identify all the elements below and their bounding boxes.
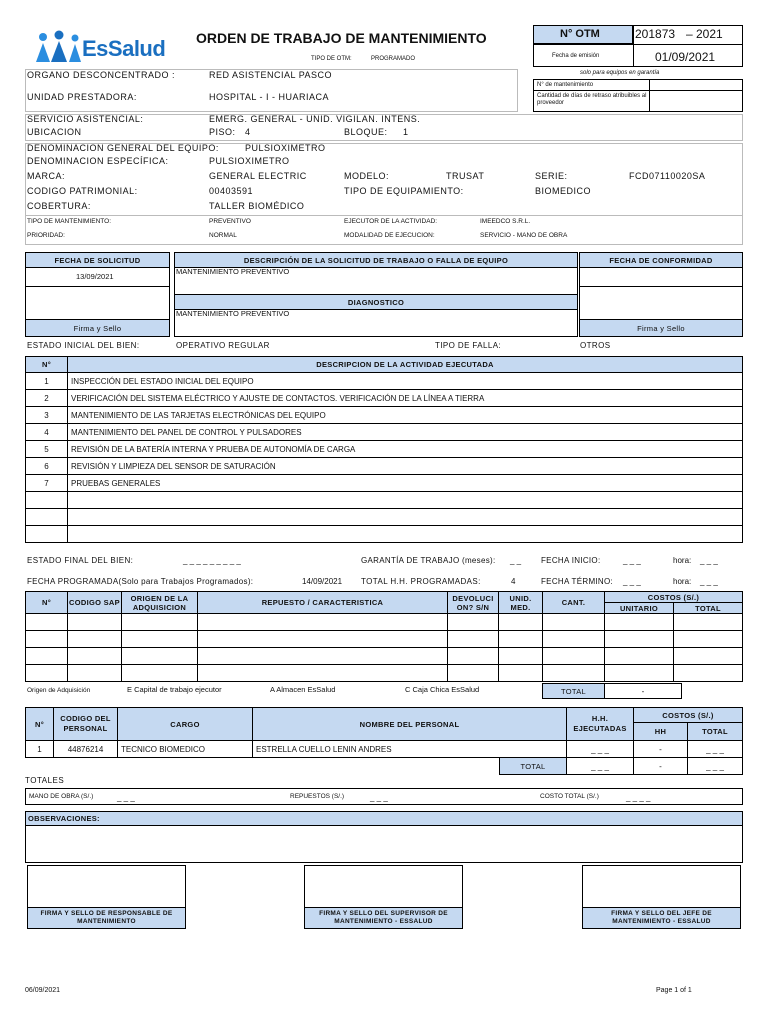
tipo-falla-value: OTROS [580, 341, 611, 350]
servicio-label: SERVICIO ASISTENCIAL: [27, 114, 144, 124]
actividad-num: 2 [25, 389, 68, 407]
otm-label: N° OTM [560, 28, 600, 40]
observaciones-label: OBSERVACIONES: [28, 814, 100, 823]
tipo-mant-label: TIPO DE MANTENIMIENTO: [27, 218, 112, 225]
unidad-value: HOSPITAL - I - HUARIACA [209, 92, 330, 102]
actividad-num [25, 508, 68, 526]
footer-page: Page 1 of 1 [656, 987, 692, 994]
codigo-value: 00403591 [209, 186, 254, 196]
logo-text: EsSalud [82, 36, 166, 61]
people-logo-icon [34, 30, 84, 64]
per-row-cargo: TECNICO BIOMEDICO [117, 740, 253, 758]
garantia-value: _ _ [510, 556, 522, 565]
tipo-equipamiento-label: TIPO DE EQUIPAMIENTO: [344, 186, 464, 196]
actividad-num: 1 [25, 372, 68, 390]
den-especifica-value: PULSIOXIMETRO [209, 156, 290, 166]
organo-label: ORGANO DESCONCENTRADO : [27, 70, 176, 80]
footer-date: 06/09/2021 [25, 987, 61, 994]
firma-3-label: FIRMA Y SELLO DEL JEFE DE MANTENIMIENTO - ESSALUD [582, 907, 741, 929]
repuesto-cell [67, 613, 122, 631]
dias-retraso-label: Cantidad de días de retraso atribuibles al proveedor [537, 93, 647, 106]
actividad-desc: VERIFICACIÓN DEL SISTEMA ELÉCTRICO Y AJUSTE DE CONTACTOS. VERIFICACIÓN DE LA LÍNEA A TIERRA [67, 389, 743, 407]
repuesto-cell [25, 664, 68, 682]
rep-cant-header: CANT. [542, 591, 605, 614]
fecha-programada-value: 14/09/2021 [302, 577, 343, 586]
fecha-emision-value: 01/09/2021 [655, 50, 716, 64]
actividad-desc [67, 491, 743, 509]
firma-left-space [25, 286, 170, 320]
repuesto-cell [673, 613, 743, 631]
repuesto-cell [67, 647, 122, 665]
total-hh-label: TOTAL H.H. PROGRAMADAS: [361, 577, 481, 586]
rep-total-value: - [604, 683, 682, 699]
per-cargo-header: CARGO [117, 707, 253, 741]
repuesto-cell [121, 647, 198, 665]
tipo-otm-value: PROGRAMADO [371, 56, 416, 62]
origen-e: E Capital de trabajo ejecutor [127, 685, 222, 694]
modelo-value: TRUSAT [446, 171, 485, 181]
garantia-note: solo para equipos en garantía [580, 70, 660, 76]
costo-total-value: _ _ _ _ [626, 793, 651, 802]
actividad-desc-header: DESCRIPCION DE LA ACTIVIDAD EJECUTADA [67, 356, 743, 373]
repuesto-cell [673, 630, 743, 648]
costo-total-label: COSTO TOTAL (S/.) [540, 793, 599, 800]
per-hhcost-header: HH [633, 722, 688, 741]
per-row-hhcost: - [633, 740, 688, 758]
rep-unid-header: UNID. MED. [498, 591, 543, 614]
per-total-hhcost: - [633, 757, 688, 775]
repuestos-total-label: REPUESTOS (S/.) [290, 793, 345, 800]
actividad-desc: REVISIÓN Y LIMPIEZA DEL SENSOR DE SATURACIÓN [67, 457, 743, 475]
tipo-otm-label: TIPO DE OTM: [311, 56, 352, 62]
observaciones-header [25, 811, 743, 826]
bloque-value: 1 [403, 127, 409, 137]
repuesto-cell [604, 647, 674, 665]
fecha-termino-label: FECHA TÉRMINO: [541, 577, 614, 586]
servicio-value: EMERG. GENERAL - UNID. VIGILAN. INTENS. [209, 114, 421, 124]
descripcion-value: MANTENIMIENTO PREVENTIVO [176, 267, 290, 276]
per-total-hh: _ _ _ [566, 757, 634, 775]
firma-2-label: FIRMA Y SELLO DEL SUPERVISOR DE MANTENIMIENTO - ESSALUD [304, 907, 463, 929]
actividad-desc: PRUEBAS GENERALES [67, 474, 743, 492]
rep-devolucion-header: DEVOLUCI ON? S/N [447, 591, 499, 614]
fecha-termino-value: _ _ _ [623, 577, 641, 586]
repuesto-cell [25, 630, 68, 648]
otm-number: 201873 [635, 27, 676, 41]
firma-right-label: Firma y Sello [579, 319, 743, 337]
per-row-nombre: ESTRELLA CUELLO LENIN ANDRES [252, 740, 567, 758]
repuesto-cell [25, 647, 68, 665]
actividad-desc: MANTENIMIENTO DE LAS TARJETAS ELECTRÓNICAS DEL EQUIPO [67, 406, 743, 424]
repuestos-total-value: _ _ _ [370, 793, 388, 802]
repuesto-cell [604, 630, 674, 648]
garantia-label: GARANTÍA DE TRABAJO (meses): [361, 556, 496, 565]
rep-costos-header: COSTOS (S/.) [604, 591, 743, 603]
modelo-label: MODELO: [344, 171, 390, 181]
per-row-hh: _ _ _ [566, 740, 634, 758]
cobertura-value: TALLER BIOMÉDICO [209, 201, 305, 211]
otm-year: – 2021 [686, 27, 723, 41]
repuesto-cell [121, 664, 198, 682]
rep-num-header: N° [25, 591, 68, 614]
den-general-label: DENOMINACION GENERAL DEL EQUIPO: [27, 143, 219, 153]
rep-total-label: TOTAL [542, 683, 605, 699]
tipo-mant-value: PREVENTIVO [209, 218, 251, 225]
per-row-total: _ _ _ [687, 740, 743, 758]
repuesto-cell [447, 613, 499, 631]
repuesto-cell [67, 664, 122, 682]
den-especifica-label: DENOMINACION ESPECÍFICA: [27, 156, 169, 166]
rep-codigo-header: CODIGO SAP [67, 591, 122, 614]
essalud-logo [34, 30, 174, 66]
repuesto-cell [498, 630, 543, 648]
origen-label: Origen de Adquisición [27, 687, 91, 694]
repuesto-cell [447, 664, 499, 682]
fecha-inicio-label: FECHA INICIO: [541, 556, 601, 565]
actividad-num: 6 [25, 457, 68, 475]
repuesto-cell [197, 647, 448, 665]
repuesto-cell [447, 630, 499, 648]
per-costos-header: COSTOS (S/.) [633, 707, 743, 723]
repuesto-cell [121, 630, 198, 648]
modalidad-value: SERVICIO - MANO DE OBRA [480, 232, 568, 239]
repuesto-cell [498, 647, 543, 665]
repuesto-cell [542, 647, 605, 665]
observaciones-area [25, 825, 743, 863]
diagnostico-value: MANTENIMIENTO PREVENTIVO [176, 309, 290, 318]
repuesto-cell [25, 613, 68, 631]
rep-repuesto-header: REPUESTO / CARACTERISTICA [197, 591, 448, 614]
codigo-label: CODIGO PATRIMONIAL: [27, 186, 138, 196]
actividad-num [25, 491, 68, 509]
repuesto-cell [67, 630, 122, 648]
fecha-conformidad-cell [579, 267, 743, 287]
repuesto-cell [498, 613, 543, 631]
fecha-emision-label: Fecha de emisión [552, 53, 600, 59]
actividad-desc: INSPECCIÓN DEL ESTADO INICIAL DEL EQUIPO [67, 372, 743, 390]
unidad-label: UNIDAD PRESTADORA: [27, 92, 137, 102]
per-total-total: _ _ _ [687, 757, 743, 775]
per-nombre-header: NOMBRE DEL PERSONAL [252, 707, 567, 741]
ejecutor-label: EJECUTOR DE LA ACTIVIDAD: [344, 218, 438, 225]
mano-obra-value: _ _ _ [117, 793, 135, 802]
rep-unitario-header: UNITARIO [604, 602, 674, 614]
per-total-header: TOTAL [687, 722, 743, 741]
modalidad-label: MODALIDAD DE EJECUCION: [344, 232, 435, 239]
den-general-value: PULSIOXIMETRO [245, 143, 326, 153]
actividad-num: 3 [25, 406, 68, 424]
firma-3-space [582, 865, 741, 908]
repuesto-cell [604, 664, 674, 682]
repuesto-cell [197, 613, 448, 631]
rep-total-header: TOTAL [673, 602, 743, 614]
estado-inicial-label: ESTADO INICIAL DEL BIEN: [27, 341, 140, 350]
total-hh-value: 4 [511, 577, 516, 586]
firma-2-space [304, 865, 463, 908]
repuesto-cell [673, 664, 743, 682]
hora-label-2: hora: [673, 577, 692, 586]
repuesto-cell [604, 613, 674, 631]
actividad-desc [67, 525, 743, 543]
piso-label: PISO: [209, 127, 236, 137]
firma-right-space [579, 286, 743, 320]
fecha-solicitud-value: 13/09/2021 [76, 272, 114, 281]
firma-1-label: FIRMA Y SELLO DE RESPONSABLE DE MANTENIMIENTO [27, 907, 186, 929]
marca-value: GENERAL ELECTRIC [209, 171, 307, 181]
per-hh-header: H.H. EJECUTADAS [566, 707, 634, 741]
repuesto-cell [673, 647, 743, 665]
repuesto-cell [542, 613, 605, 631]
actividad-desc [67, 508, 743, 526]
prioridad-label: PRIORIDAD: [27, 232, 65, 239]
actividad-num-header: N° [25, 356, 68, 373]
per-codigo-header: CODIGO DEL PERSONAL [53, 707, 118, 741]
prioridad-value: NORMAL [209, 232, 237, 239]
origen-c: C Caja Chica EsSalud [405, 685, 480, 694]
tipo-equipamiento-value: BIOMEDICO [535, 186, 592, 196]
hora-value-1: _ _ _ [700, 556, 718, 565]
repuesto-cell [447, 647, 499, 665]
origen-a: A Almacen EsSalud [270, 685, 336, 694]
repuesto-cell [542, 630, 605, 648]
bloque-label: BLOQUE: [344, 127, 388, 137]
rep-origen-header: ORIGEN DE LA ADQUISICION [121, 591, 198, 614]
repuesto-cell [197, 664, 448, 682]
actividad-num: 4 [25, 423, 68, 441]
repuesto-cell [542, 664, 605, 682]
fecha-inicio-value: _ _ _ [623, 556, 641, 565]
firma-left-label: Firma y Sello [25, 319, 170, 337]
hora-value-2: _ _ _ [700, 577, 718, 586]
actividad-num: 5 [25, 440, 68, 458]
organo-value: RED ASISTENCIAL PASCO [209, 70, 333, 80]
tipo-falla-label: TIPO DE FALLA: [435, 341, 502, 350]
fecha-solicitud-header: FECHA DE SOLICITUD [25, 252, 170, 268]
per-num-header: N° [25, 707, 54, 741]
ejecutor-value: IMEEDCO S.R.L. [480, 218, 531, 225]
repuesto-cell [197, 630, 448, 648]
per-row-n: 1 [25, 740, 54, 758]
diagnostico-header: DIAGNOSTICO [174, 294, 578, 310]
estado-final-value: _ _ _ _ _ _ _ _ _ [183, 556, 241, 565]
repuesto-cell [121, 613, 198, 631]
ubicacion-label: UBICACION [27, 127, 82, 137]
n-mantenimiento-label: N° de mantenimiento [537, 82, 594, 88]
actividad-desc: REVISIÓN DE LA BATERÍA INTERNA Y PRUEBA DE AUTONOMÍA DE CARGA [67, 440, 743, 458]
per-row-codigo: 44876214 [53, 740, 118, 758]
repuesto-cell [498, 664, 543, 682]
mano-obra-label: MANO DE OBRA (S/.) [29, 793, 94, 800]
cobertura-label: COBERTURA: [27, 201, 91, 211]
piso-value: 4 [245, 127, 251, 137]
marca-label: MARCA: [27, 171, 66, 181]
firma-1-space [27, 865, 186, 908]
estado-final-label: ESTADO FINAL DEL BIEN: [27, 556, 134, 565]
fecha-conformidad-header: FECHA DE CONFORMIDAD [579, 252, 743, 268]
descripcion-header: DESCRIPCIÓN DE LA SOLICITUD DE TRABAJO O FALLA DE EQUIPO [174, 252, 578, 268]
estado-inicial-value: OPERATIVO REGULAR [176, 341, 270, 350]
serie-value: FCD07110020SA [629, 171, 706, 181]
per-total-label: TOTAL [499, 757, 567, 775]
serie-label: SERIE: [535, 171, 568, 181]
hora-label-1: hora: [673, 556, 692, 565]
actividad-num: 7 [25, 474, 68, 492]
page-title: ORDEN DE TRABAJO DE MANTENIMIENTO [196, 30, 487, 46]
fecha-programada-label: FECHA PROGRAMADA(Solo para Trabajos Programados): [27, 577, 254, 586]
actividad-num [25, 525, 68, 543]
actividad-desc: MANTENIMIENTO DEL PANEL DE CONTROL Y PULSADORES [67, 423, 743, 441]
totales-label: TOTALES [25, 776, 65, 785]
